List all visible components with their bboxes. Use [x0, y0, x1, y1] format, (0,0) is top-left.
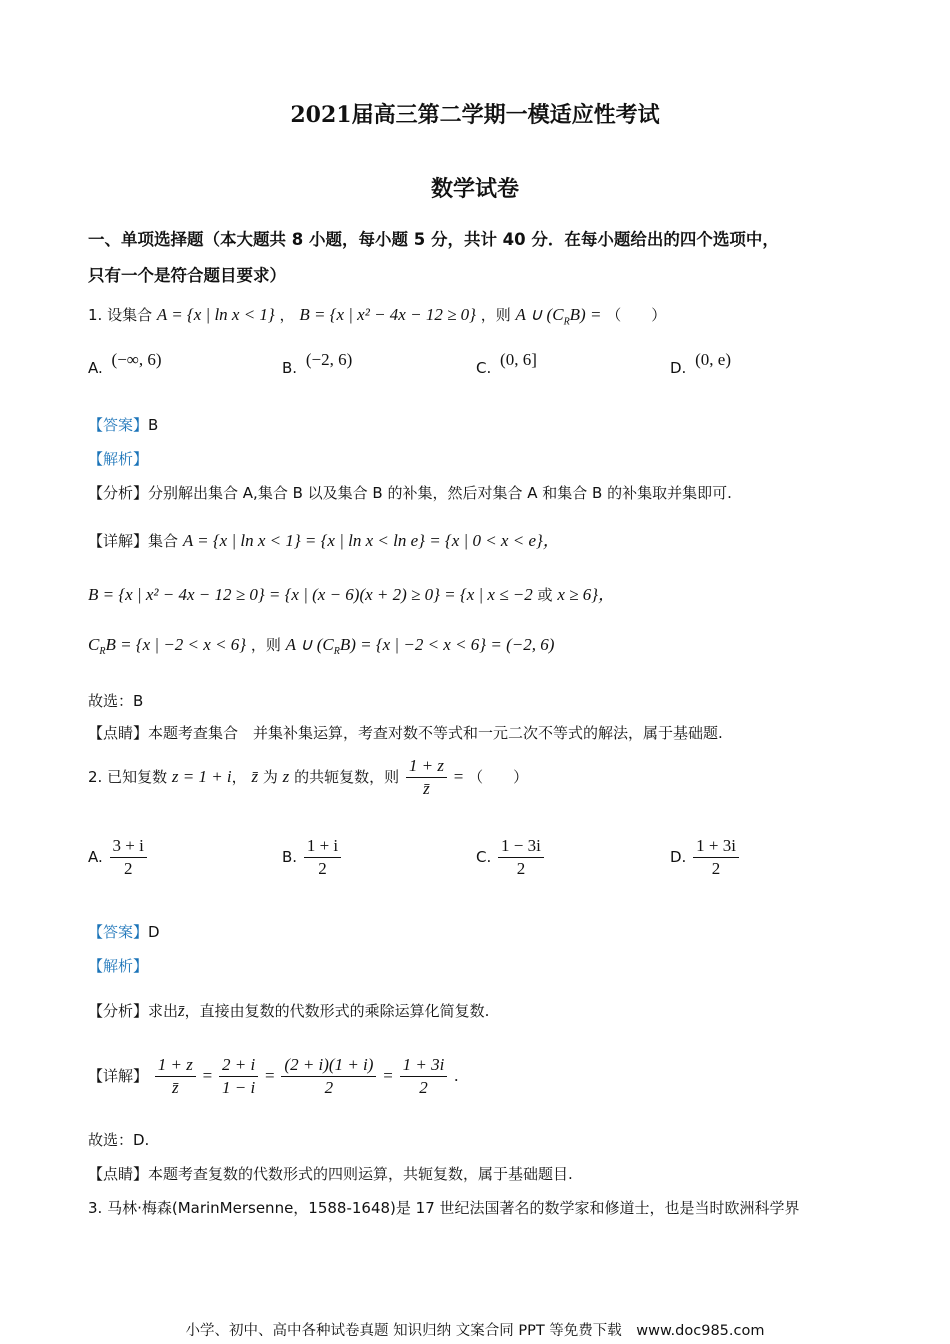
q1-detail-line3: $C_RB = \{x$ | −2 < x < 6} ，则 A ∪ $(C_RB) = \{x$ | −2 < x < 6} = (−2, 6) — [88, 635, 555, 657]
q2-fenxi: 【分析】求出z̄，直接由复数的代数形式的乘除运算化简复数. — [88, 1001, 490, 1020]
q1-detail-line1: 【详解】集合 A = {x | ln x < 1} = {x | ln x < ln e} = {x | 0 < x < e}， — [88, 531, 560, 550]
q2-jiexi-tag: 【解析】 — [88, 957, 149, 975]
exam-title: 2021届高三第二学期一模适应性考试 — [290, 102, 660, 128]
q1-set-b: B = {x | x² − 4x − 12 ≥ 0} — [299, 305, 476, 324]
q1-answer: 【答案】B — [88, 416, 159, 434]
q1-stem — [88, 304, 666, 327]
q2-option-b[interactable]: B. $\frac{1 + i}{2}$ — [282, 836, 343, 879]
q1-detail-line2: B = {x | x² − 4x − 12 ≥ 0} = {x | (x − 6)(x + 2) ≥ 0} = {x | x ≤ −2 或 x ≥ 6}， — [88, 585, 616, 604]
q1-paren: （ ） — [606, 306, 667, 324]
q1-sep: ， — [279, 306, 295, 324]
q1-choose: 故选：B — [88, 692, 144, 710]
q1-set-a: A = {x | ln x < 1} — [156, 305, 275, 324]
q2-stem: 2. 已知复数 z = 1 + i， z̄ 为 z 的共轭复数，则 $\frac{1 + z}{z̄}$ = （ ） — [88, 756, 529, 798]
q1-then: ，则 — [480, 306, 511, 324]
q1-option-d[interactable]: D. (0, e) — [670, 350, 731, 377]
q1-jiexi-tag: 【解析】 — [88, 450, 149, 468]
exam-subtitle: 数学试卷 — [430, 176, 519, 202]
q1-option-b[interactable]: B. (−2, 6) — [282, 350, 353, 377]
section-heading-line2: 只有一个是符合题目要求） — [88, 266, 286, 285]
q3-stem: 3. 马林·梅森(MarinMersenne，1588-1648)是 17 世纪法国著名的数学家和修道士，也是当时欧洲科学界 — [88, 1199, 800, 1217]
q2-option-d[interactable]: D. $\frac{1 + 3i}{2}$ — [670, 836, 741, 879]
q1-prefix: 1. 设集合 — [88, 306, 153, 324]
q2-option-c[interactable]: C. $\frac{1 - 3i}{2}$ — [476, 836, 546, 879]
q1-option-c[interactable]: C. (0, 6] — [476, 350, 537, 377]
q2-option-a[interactable]: A. $\frac{3 + i}{2}$ — [88, 836, 149, 879]
q2-detail: 【详解】 $\frac{1 + z}{z̄}$ = $\frac{2 + i}{1 - i}$ = $\frac{(2 + i)(1 + i)}{2}$ = $\frac{1 + 3i}{2}$ . — [88, 1055, 459, 1097]
q2-stem-fraction: $\frac{1 + z}{z̄}$ — [406, 756, 447, 799]
page-footer: 小学、初中、高中各种试卷真题 知识归纳 文案合同 PPT 等免费下载 www.doc985.com — [185, 1323, 765, 1339]
q1-dianjing: 【点睛】本题考查集合 并集补集运算，考查对数不等式和一元二次不等式的解法，属于基础题. — [88, 724, 723, 742]
q1-option-a[interactable]: A. (−∞, 6) — [88, 350, 162, 377]
q2-choose: 故选：D. — [88, 1131, 150, 1149]
section-heading-line1: 一、单项选择题（本大题共 8 小题，每小题 5 分，共计 40 分．在每小题给出的四个选项中， — [88, 230, 779, 249]
q1-expr: A ∪ $(C_RB)$ = — [515, 305, 602, 328]
q1-fenxi: 【分析】分别解出集合 A,集合 B 以及集合 B 的补集，然后对集合 A 和集合 B 的补集取并集即可. — [88, 484, 732, 502]
q2-answer: 【答案】D — [88, 923, 160, 941]
q2-dianjing: 【点睛】本题考查复数的代数形式的四则运算，共轭复数，属于基础题目. — [88, 1165, 573, 1183]
